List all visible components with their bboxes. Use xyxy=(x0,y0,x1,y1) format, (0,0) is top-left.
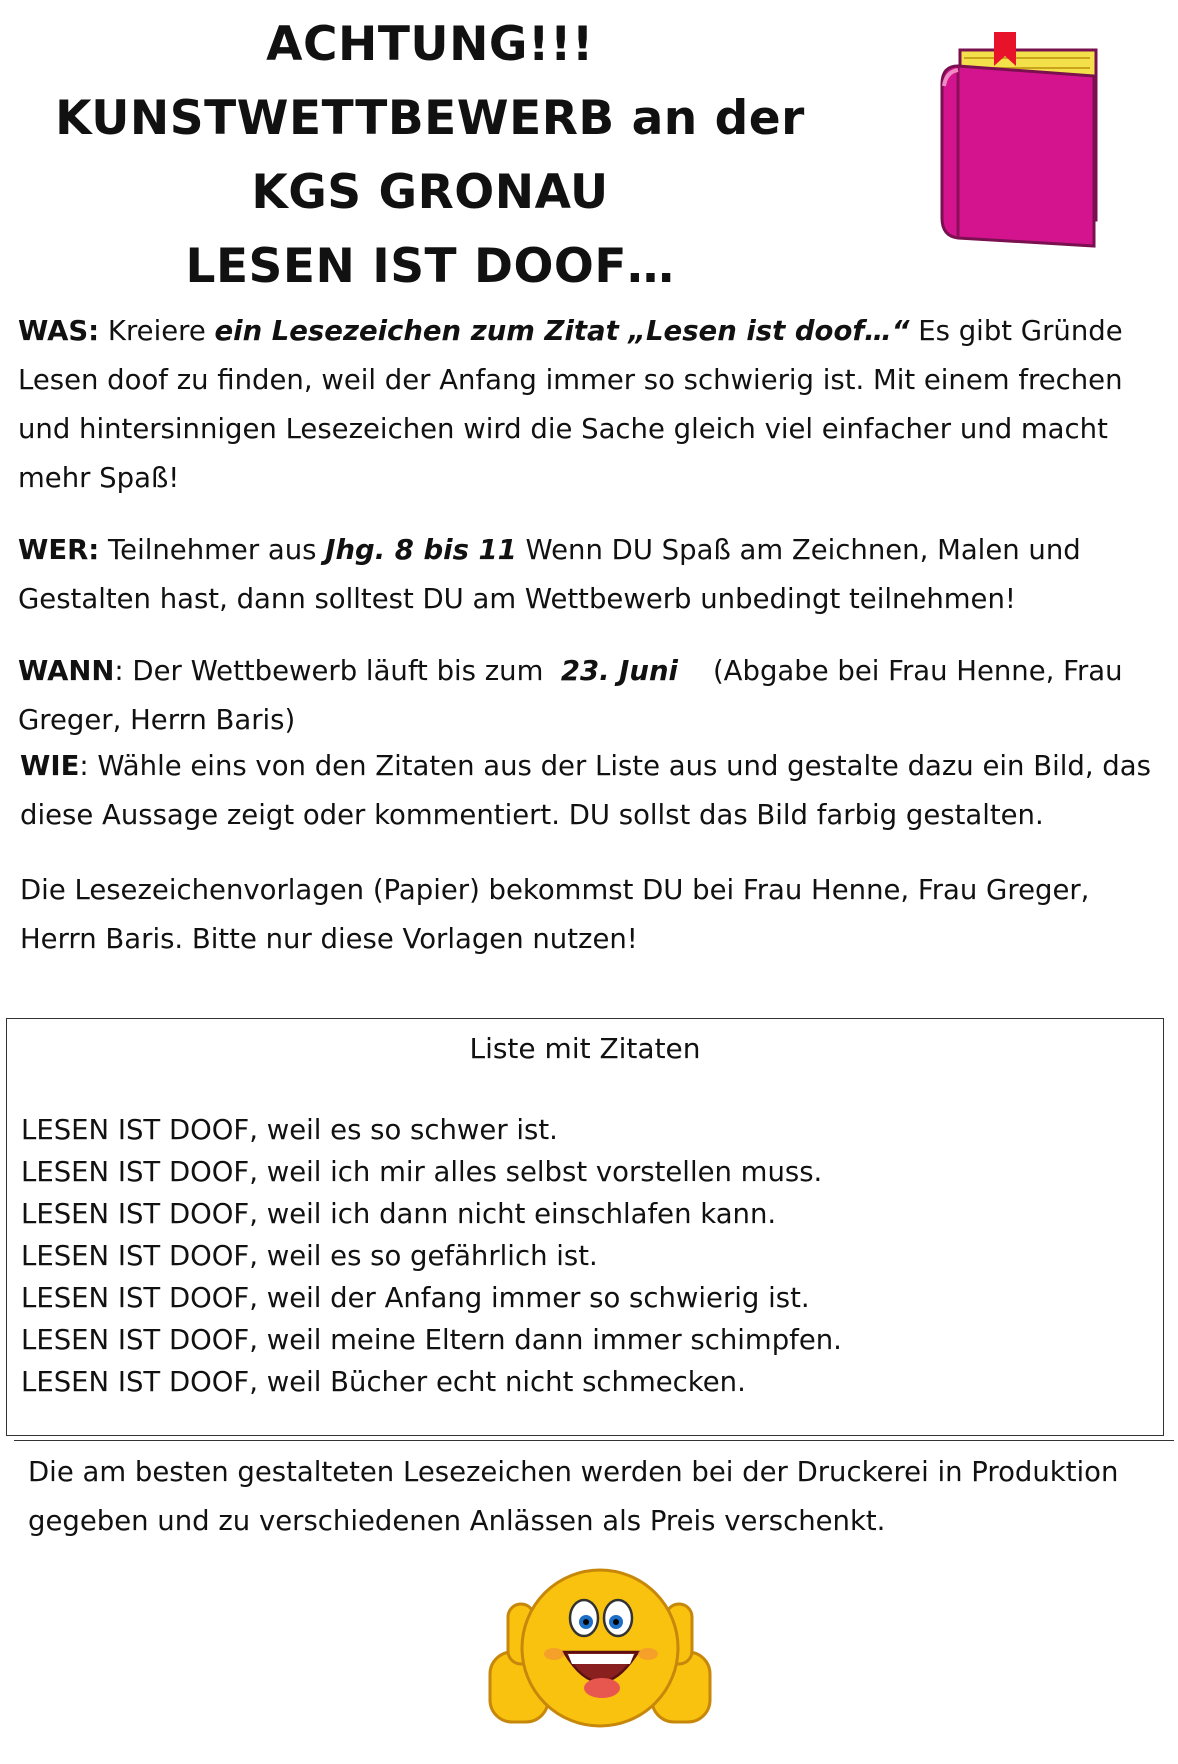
was-label: WAS: xyxy=(18,315,100,347)
wer-label: WER: xyxy=(18,534,100,566)
wer-text-2: Wenn DU Spaß am Zeichnen, Malen und Gestalten hast, dann solltest DU am Wettbewerb unbedingt teilnehmen! xyxy=(18,534,1081,615)
section-wer xyxy=(18,526,1158,624)
quote-item: LESEN IST DOOF, weil der Anfang immer so schwierig ist. xyxy=(21,1282,810,1314)
section-final: Die am besten gestalteten Lesezeichen werden bei der Druckerei in Produktion gegeben und zu verschiedenen Anlässen als Preis verschenkt. xyxy=(28,1456,1119,1537)
quote-item: LESEN IST DOOF, weil ich dann nicht einschlafen kann. xyxy=(21,1198,777,1230)
wann-text-2: (Abgabe bei Frau Henne, Frau Greger, Herrn Baris) xyxy=(18,655,1132,736)
quote-list xyxy=(21,1109,842,1403)
wann-label: WANN xyxy=(18,655,115,687)
book-icon xyxy=(930,28,1110,258)
quote-item: LESEN IST DOOF, weil meine Eltern dann immer schimpfen. xyxy=(21,1324,842,1356)
section-was xyxy=(18,307,1158,503)
section-wie xyxy=(20,742,1160,840)
quote-list-heading: Liste mit Zitaten xyxy=(469,1032,701,1065)
title-line-2: KUNSTWETTBEWERB an der xyxy=(55,91,805,146)
title-line-3: KGS GRONAU xyxy=(251,165,609,220)
quote-item: LESEN IST DOOF, weil es so schwer ist. xyxy=(21,1114,558,1146)
wann-emphasis: 23. Juni xyxy=(560,655,678,687)
quote-item: LESEN IST DOOF, weil ich mir alles selbst vorstellen muss. xyxy=(21,1156,823,1188)
quote-item: LESEN IST DOOF, weil Bücher echt nicht schmecken. xyxy=(21,1366,746,1398)
divider xyxy=(14,1440,1174,1441)
section-vorlagen: Die Lesezeichenvorlagen (Papier) bekommst DU bei Frau Henne, Frau Greger, Herrn Baris. Bitte nur diese Vorlagen nutzen! xyxy=(20,874,1090,955)
was-text-1: Kreiere xyxy=(99,315,215,347)
thumbs-up-smiley-icon xyxy=(480,1560,720,1740)
was-text-2: Es gibt Gründe Lesen doof zu finden, weil der Anfang immer so schwierig ist. Mit einem frechen und hintersinnigen Lesezeichen wird die Sache gleich viel einfacher und macht mehr Spaß! xyxy=(18,315,1123,494)
quote-item: LESEN IST DOOF, weil es so gefährlich ist. xyxy=(21,1240,598,1272)
was-emphasis: ein Lesezeichen zum Zitat „Lesen ist doof…“ xyxy=(214,315,910,347)
wer-text-1: Teilnehmer aus xyxy=(99,534,326,566)
title-line-4: LESEN IST DOOF… xyxy=(185,239,675,294)
section-wann xyxy=(18,647,1158,745)
wie-text: : Wähle eins von den Zitaten aus der Liste aus und gestalte dazu ein Bild, das diese Aussage zeigt oder kommentiert. DU sollst das Bild farbig gestalten. xyxy=(20,750,1151,831)
page-title xyxy=(20,8,840,304)
wann-text-1: : Der Wettbewerb läuft bis zum xyxy=(114,655,561,687)
wie-label: WIE xyxy=(20,750,80,782)
quote-list-box xyxy=(6,1018,1164,1436)
wer-emphasis: Jhg. 8 bis 11 xyxy=(325,534,517,566)
title-line-1: ACHTUNG!!! xyxy=(266,17,594,72)
